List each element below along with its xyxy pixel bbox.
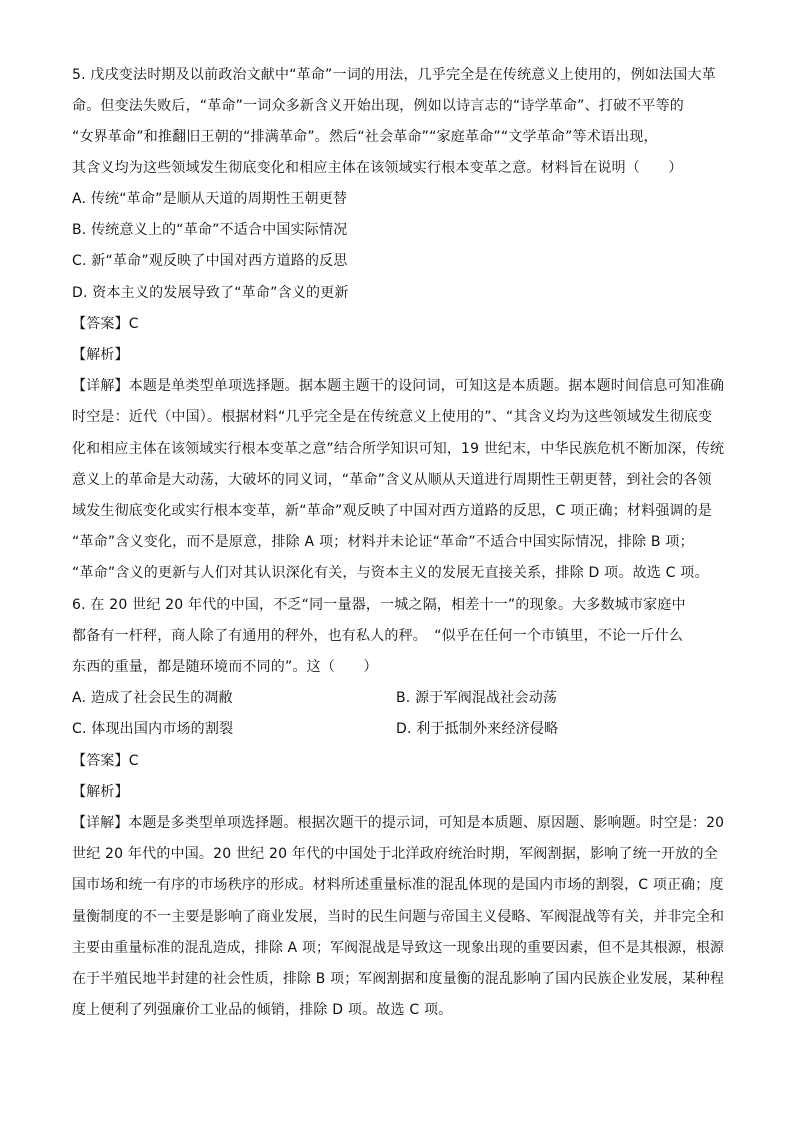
q6-stem-line: 都备有一杆秤，商人除了有通用的秤外，也有私人的秤。 “似乎在任何一个市镇里，不论一斤什么: [72, 628, 684, 644]
q5-explanation-line: 时空是：近代（中国）。根据材料“几乎完全是在传统意义上使用的”、“其含义均为这些领域发生彻底变: [72, 409, 713, 425]
q5-stem-line: 其含义均为这些领域发生彻底变化和相应主体在该领域实行根本变革之意。材料旨在说明（ ）: [72, 160, 683, 176]
q5-option-c: C. 新“革命”观反映了中国对西方道路的反思: [72, 253, 348, 269]
q5-option-b: B. 传统意义上的“革命”不适合中国实际情况: [72, 222, 348, 238]
q6-option-b: B. 源于军阀混战社会动荡: [396, 690, 558, 706]
q5-explanation-line: 化和相应主体在该领域实行根本变革之意”结合所学知识可知，19 世纪末，中华民族危机不断加深，传统: [72, 441, 725, 457]
q5-explanation-line: 【详解】本题是单类型单项选择题。据本题主题干的设问词，可知这是本质题。据本题时间信息可知准确: [72, 378, 725, 394]
q5-stem-line: 命。但变法失败后，“革命”一词众多新含义开始出现，例如以诗言志的“诗学革命”、打破不平等的: [72, 98, 685, 114]
q5-stem-line: “女界革命”和推翻旧王朝的“排满革命”。然后“社会革命”“家庭革命”“文学革命”等术语出现，: [72, 129, 658, 145]
q6-option-d: D. 利于抵制外来经济侵略: [396, 721, 559, 737]
q5-explanation-line: 域发生彻底变化或实行根本变革，新“革命”观反映了中国对西方道路的反思，C 项正确；材料强调的是: [72, 503, 713, 519]
q5-option-a: A. 传统“革命”是顺从天道的周期性王朝更替: [72, 191, 348, 207]
q6-analysis-label: 【解析】: [72, 784, 129, 800]
q6-option-a: A. 造成了社会民生的凋敝: [72, 690, 233, 706]
q6-stem-line: 6. 在 20 世纪 20 年代的中国，不乏“同一量器，一城之隔，相差十一”的现象。大多数城市家庭中: [72, 597, 686, 613]
q6-explanation-line: 量衡制度的不一主要是影响了商业发展，当时的民生问题与帝国主义侵略、军阀混战等有关，并非完全和: [72, 909, 725, 925]
q6-explanation-line: 在于半殖民地半封建的社会性质，排除 B 项；军阀割据和度量衡的混乱影响了国内民族企业发展，某种程: [72, 971, 725, 987]
q5-explanation-line: “革命”含义的更新与人们对其认识深化有关，与资本主义的发展无直接关系，排除 D 项。故选 C 项。: [72, 565, 709, 581]
q6-explanation-line: 度上便利了列强廉价工业品的倾销，排除 D 项。故选 C 项。: [72, 1002, 453, 1018]
q5-stem-line: 5. 戊戌变法时期及以前政治文献中“革命”一词的用法，几乎完全是在传统意义上使用的，例如法国大革: [72, 67, 716, 83]
q6-explanation-line: 【详解】本题是多类型单项选择题。根据次题干的提示词，可知是本质题、原因题、影响题。时空是：20: [72, 815, 725, 831]
q5-explanation-line: “革命”含义变化，而不是原意，排除 A 项；材料并未论证“革命”不适合中国实际情况，排除 B 项；: [72, 534, 694, 550]
q6-stem-line: 东西的重量，都是随环境而不同的”。这（ ）: [72, 659, 378, 675]
q5-answer: 【答案】C: [72, 316, 139, 332]
q6-explanation-line: 国市场和统一有序的市场秩序的形成。材料所述重量标准的混乱体现的是国内市场的割裂，C 项正确；度: [72, 877, 724, 893]
q5-explanation-line: 意义上的革命是大动荡，大破坏的同义词，“革命”含义从顺从天道进行周期性王朝更替，到社会的各领: [72, 472, 712, 488]
q6-explanation-line: 世纪 20 年代的中国。20 世纪 20 年代的中国处于北洋政府统治时期，军阀割据，影响了统一开放的全: [72, 846, 718, 862]
q5-option-d: D. 资本主义的发展导致了“革命”含义的更新: [72, 285, 349, 301]
q5-analysis-label: 【解析】: [72, 347, 129, 363]
q6-answer: 【答案】C: [72, 753, 139, 769]
q6-explanation-line: 主要由重量标准的混乱造成，排除 A 项；军阀混战是导致这一现象出现的重要因素，但不是其根源，根源: [72, 940, 725, 956]
q6-option-c: C. 体现出国内市场的割裂: [72, 721, 234, 737]
